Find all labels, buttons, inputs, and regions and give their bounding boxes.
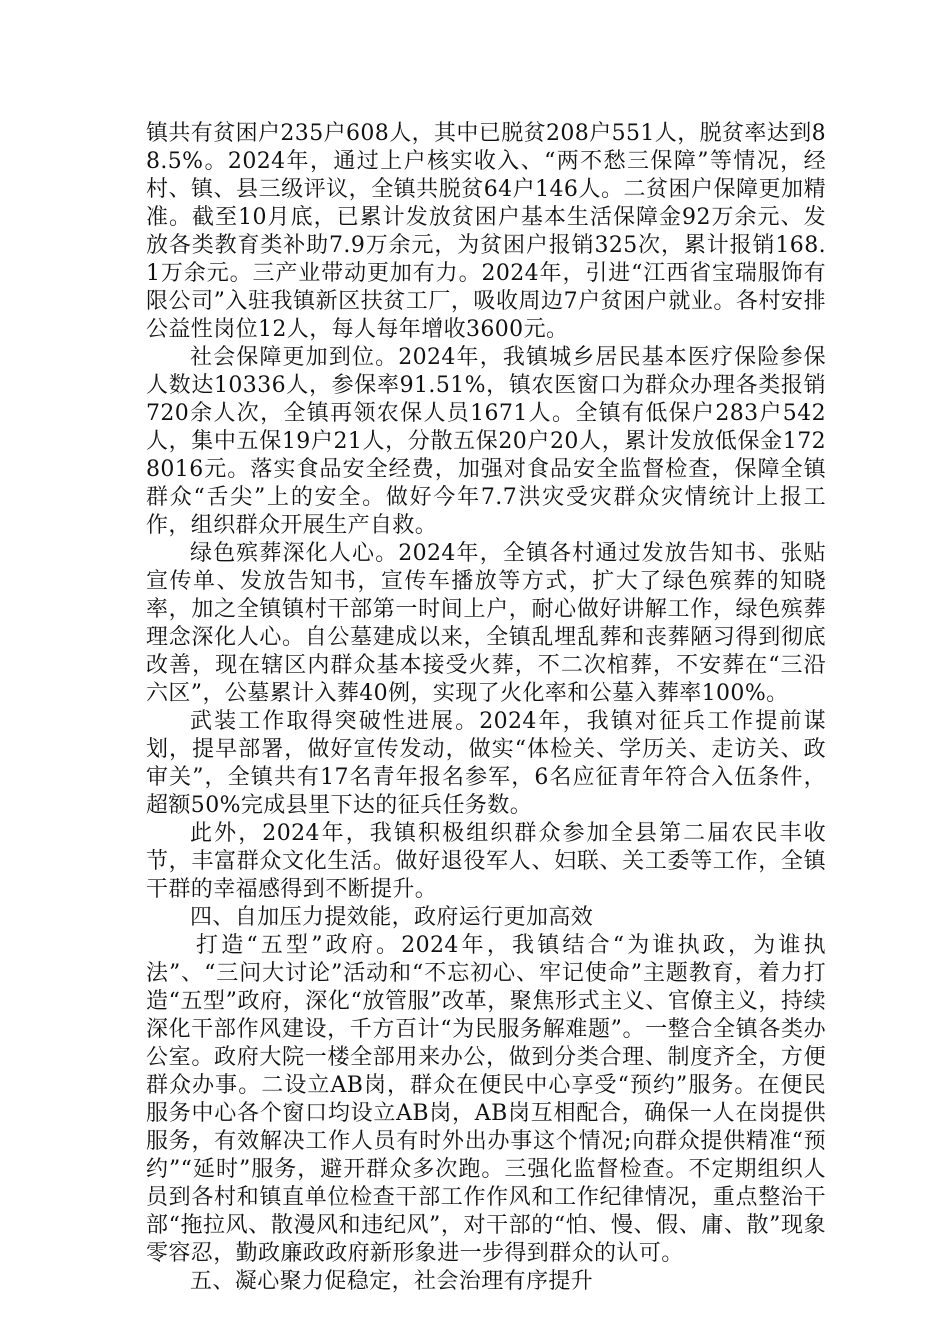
section-heading-five: 五、凝心聚力促稳定，社会治理有序提升 — [190, 1269, 594, 1294]
paragraph-poverty-alleviation: 镇共有贫困户235户608人，其中已脱贫208户551人，脱贫率达到88.5%。2024年，通过上户核实收入、“两不愁三保障”等情况，经村、镇、县三级评议，全镇共脱贫64户146人。二贫困户保障更加精准。截至10月底，已累计发放贫困户基本生活保障金92万余元、发放各类教育类补助7.9万余元，为贫困户报销325次，累计报销168.1万余元。三产业带动更加有力。2024年，引进“江西省宝瑞服饰有限公司”入驻我镇新区扶贫工厂，吸收周边7户贫困户就业。各村安排公益性岗位12人，每人每年增收3600元。 — [146, 121, 826, 342]
section-heading-four: 四、自加压力提效能，政府运行更加高效 — [190, 905, 594, 930]
paragraph-five-type-government: 打造“五型”政府。2024年，我镇结合“为谁执政，为谁执法”、“三问大讨论”活动和“不忘初心、牢记使命”主题教育，着力打造“五型”政府，深化“放管服”改革，聚焦形式主义、官僚主义，持续深化干部作风建设，千方百计“为民服务解难题”。一整合全镇各类办公室。政府大院一楼全部用来办公，做到分类合理、制度齐全，方便群众办事。二设立AB岗，群众在便民中心享受“预约”服务。在便民服务中心各个窗口均设立AB岗，AB岗互相配合，确保一人在岗提供服务，有效解决工作人员有时外出办事这个情况;向群众提供精准“预约”“延时”服务，避开群众多次跑。三强化监督检查。不定期组织人员到各村和镇直单位检查干部工作作风和工作纪律情况，重点整治干部“拖拉风、散漫风和违纪风”，对干部的“怕、慢、假、庸、散”现象零容忍，勤政廉政政府新形象进一步得到群众的认可。 — [146, 933, 826, 1266]
paragraph-other-work: 此外，2024年，我镇积极组织群众参加全县第二届农民丰收节，丰富群众文化生活。做好退役军人、妇联、关工委等工作，全镇干群的幸福感得到不断提升。 — [146, 821, 826, 902]
paragraph-green-funeral: 绿色殡葬深化人心。2024年，全镇各村通过发放告知书、张贴宣传单、发放告知书，宣传车播放等方式，扩大了绿色殡葬的知晓率，加之全镇镇村干部第一时间上户，耐心做好讲解工作，绿色殡葬理念深化人心。自公墓建成以来，全镇乱埋乱葬和丧葬陋习得到彻底改善，现在辖区内群众基本接受火葬，不二次棺葬，不安葬在“三沿六区”，公墓累计入葬40例，实现了火化率和公墓入葬率100%。 — [146, 541, 826, 706]
document-body — [146, 120, 826, 1296]
paragraph-social-security: 社会保障更加到位。2024年，我镇城乡居民基本医疗保险参保人数达10336人，参保率91.51%，镇农医窗口为群众办理各类报销720余人次，全镇再领农保人员1671人。全镇有低保户283户542人，集中五保19户21人，分散五保20户20人，累计发放低保金1728016元。落实食品安全经费，加强对食品安全监督检查，保障全镇群众“舌尖”上的安全。做好今年7.7洪灾受灾群众灾情统计上报工作，组织群众开展生产自救。 — [146, 345, 826, 538]
paragraph-armed-forces: 武装工作取得突破性进展。2024年，我镇对征兵工作提前谋划，提早部署，做好宣传发动，做实“体检关、学历关、走访关、政审关”，全镇共有17名青年报名参军，6名应征青年符合入伍条件，超额50%完成县里下达的征兵任务数。 — [146, 709, 826, 818]
